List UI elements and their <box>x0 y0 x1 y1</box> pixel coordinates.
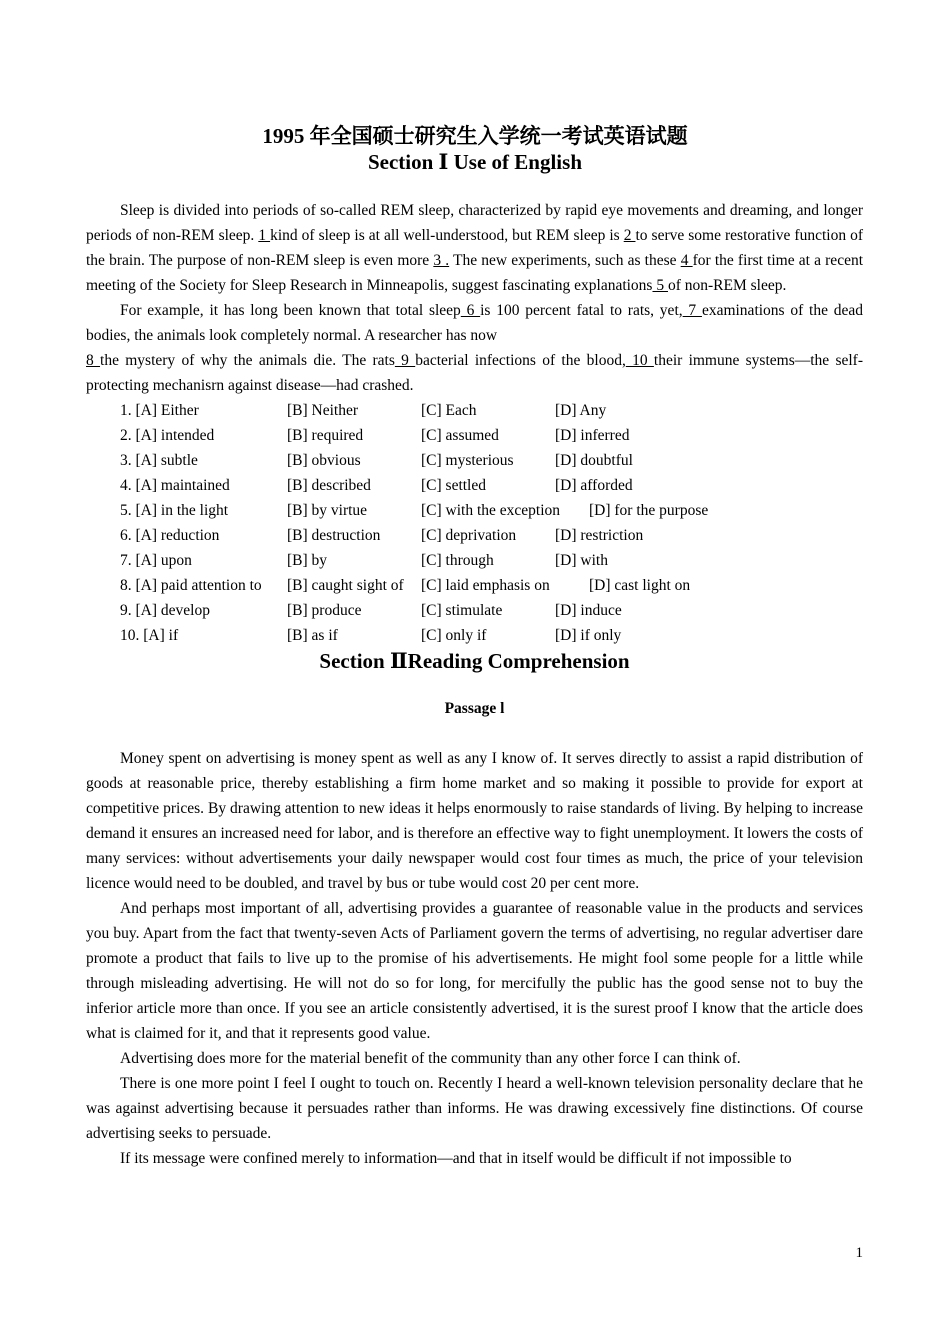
option-d: [D] restriction <box>555 527 644 544</box>
text: For example, it has long been known that total sleep <box>120 302 461 319</box>
option-b: [B] destruction <box>287 527 381 544</box>
option-a: 1. [A] Either <box>120 402 199 419</box>
option-c: [C] Each <box>421 402 477 419</box>
option-c: [C] mysterious <box>421 452 514 469</box>
option-b: [B] Neither <box>287 402 359 419</box>
option-row-9 <box>86 598 863 623</box>
option-a: 2. [A] intended <box>120 427 215 444</box>
option-d: [D] if only <box>555 627 622 644</box>
option-row-7 <box>86 548 863 573</box>
text: is 100 percent fatal to rats, yet, <box>480 302 683 319</box>
option-a: 7. [A] upon <box>120 552 192 569</box>
blank-7: 7 <box>682 302 702 319</box>
option-c: [C] assumed <box>421 427 499 444</box>
exam-title: 1995 年全国硕士研究生入学统一考试英语试题 <box>262 124 688 148</box>
text: kind of sleep is at all well-understood, but REM sleep is <box>270 227 624 244</box>
cloze-paragraph-2 <box>86 298 863 398</box>
option-d: [D] inferred <box>555 427 630 444</box>
option-b: [B] by virtue <box>287 502 368 519</box>
option-b: [B] obvious <box>287 452 361 469</box>
option-d: [D] Any <box>555 402 607 419</box>
option-a: 6. [A] reduction <box>120 527 220 544</box>
option-b: [B] produce <box>287 602 362 619</box>
option-row-2 <box>86 423 863 448</box>
exam-body <box>86 198 863 1171</box>
option-c: [C] deprivation <box>421 527 517 544</box>
text: to serve some restorative function of the brain. The purpose of non-REM sleep is even more <box>86 227 863 269</box>
blank-5: 5 <box>652 277 668 294</box>
option-d: [D] doubtful <box>555 452 633 469</box>
page-number: 1 <box>855 1245 863 1261</box>
option-d: [D] with <box>555 552 608 569</box>
blank-10: 10 <box>625 352 654 369</box>
section-2-title: Section ⅡReading Comprehension <box>319 649 630 673</box>
option-a: 10. [A] if <box>120 627 179 644</box>
option-row-1 <box>86 398 863 423</box>
option-d: [D] induce <box>555 602 622 619</box>
option-b: [B] required <box>287 427 364 444</box>
passage-paragraph-2: And perhaps most important of all, advertising provides a guarantee of reasonable value in the products and services you buy. Apart from the fact that twenty-seven Acts of Parliament govern the terms of advertising, no regular advertiser dare promote a product that fails to live up to the promise of his advertisements. He might fool some people for a little while through misleading advertising. He will not do so for long, for mercifully the public has the good sense not to buy the inferior article more than once. If you see an article consistently advertised, it is the surest proof I know that the article does what is claimed for it, and that it represents good value. <box>86 900 863 1042</box>
option-d: [D] afforded <box>555 477 633 494</box>
option-c: [C] only if <box>421 627 487 644</box>
option-c: [C] stimulate <box>421 602 503 619</box>
blank-2: 2 <box>623 227 636 244</box>
blank-9: 9 <box>394 352 416 369</box>
blank-6: 6 <box>460 302 481 319</box>
option-a: 4. [A] maintained <box>120 477 230 494</box>
blank-1: 1 <box>258 227 271 244</box>
cloze-paragraph-1 <box>86 198 863 298</box>
text: bacterial infections of the blood, <box>415 352 626 369</box>
option-b: [B] as if <box>287 627 338 644</box>
option-a: 5. [A] in the light <box>120 502 229 519</box>
section-1-title: Section Ⅰ Use of English <box>367 150 582 174</box>
blank-4: 4 <box>680 252 693 269</box>
passage-paragraph-3: Advertising does more for the material benefit of the community than any other force I can think of. <box>120 1050 741 1067</box>
option-row-4 <box>86 473 863 498</box>
option-row-6 <box>86 523 863 548</box>
text: The new experiments, such as these <box>449 252 681 269</box>
passage-paragraph-1: Money spent on advertising is money spent as well as any I know of. It serves directly to assist a rapid distribution of goods at reasonable price, thereby establishing a firm home market and so making it possible to provide for export at competitive prices. By drawing attention to new ideas it helps enormously to raise standards of living. By helping to increase demand it ensures an increased need for labor, and is therefore an effective way to fight unemployment. It lowers the costs of many services: without advertisements your daily newspaper would cost four times as much, the price of your television licence would need to be doubled, and travel by bus or tube would cost 20 per cent more. <box>86 750 863 892</box>
option-row-8 <box>86 573 863 598</box>
option-row-3 <box>86 448 863 473</box>
option-row-10 <box>86 623 863 648</box>
option-a: 9. [A] develop <box>120 602 210 619</box>
blank-3: 3 . <box>433 252 450 269</box>
option-a: 3. [A] subtle <box>120 452 198 469</box>
options-list <box>86 398 863 648</box>
option-b: [B] by <box>287 552 328 569</box>
text: their immune systems—the self-protecting mechanisrn against disease—had crashed. <box>86 352 863 394</box>
option-d: [D] cast light on <box>589 577 691 594</box>
text: the mystery of why the animals die. The rats <box>100 352 395 369</box>
option-c: [C] with the exception <box>421 502 561 519</box>
option-c: [C] settled <box>421 477 486 494</box>
text: examinations of the dead bodies, the animals look completely normal. A researcher has now <box>86 302 864 344</box>
option-b: [B] described <box>287 477 371 494</box>
blank-8: 8 <box>86 352 101 369</box>
exam-header <box>0 123 950 175</box>
option-a: 8. [A] paid attention to <box>120 577 262 594</box>
option-d: [D] for the purpose <box>589 502 709 519</box>
option-b: [B] caught sight of <box>287 577 404 594</box>
text: of non-REM sleep. <box>667 277 787 294</box>
passage-paragraph-4: There is one more point I feel I ought to touch on. Recently I heard a well-known television personality declare that he was against advertising because it persuades rather than informs. He was drawing excessively fine distinctions. Of course advertising seeks to persuade. <box>86 1075 863 1142</box>
option-row-5 <box>86 498 863 523</box>
option-c: [C] laid emphasis on <box>421 577 550 594</box>
passage-paragraph-5: If its message were confined merely to information—and that in itself would be difficult if not impossible to <box>120 1150 792 1167</box>
passage-title: Passage l <box>444 700 505 717</box>
text: for the first time at a recent meeting of the Society for Sleep Research in Minneapolis, suggest fascinating explanations <box>86 252 864 294</box>
text: Sleep is divided into periods of so-called REM sleep, characterized by rapid eye movements and dreaming, and longer periods of non-REM sleep. <box>86 202 863 244</box>
option-c: [C] through <box>421 552 494 569</box>
